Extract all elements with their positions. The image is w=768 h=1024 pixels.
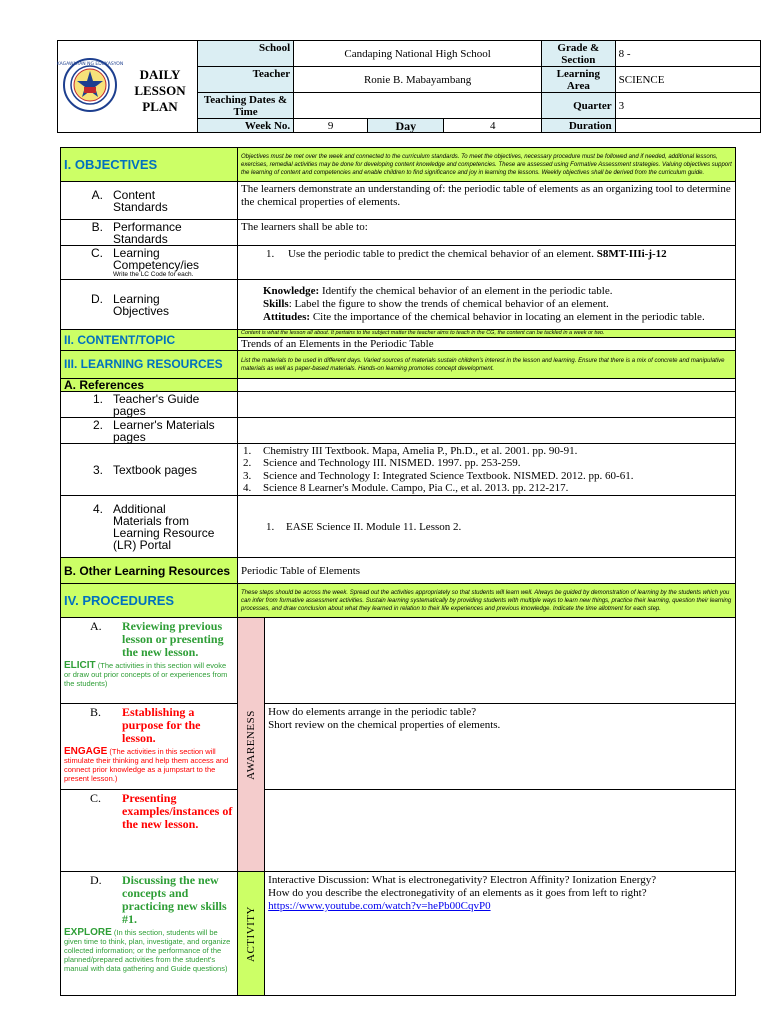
duration-label: Duration <box>542 119 616 133</box>
references-value <box>238 379 736 392</box>
activity-label: ACTIVITY <box>245 905 258 962</box>
logo-text: KAGAWARAN NG EDUKASYON <box>56 62 124 67</box>
content-heading: II. CONTENT/TOPIC <box>61 330 238 351</box>
dates-label: Teaching Dates & Time <box>198 93 294 119</box>
list-item: 3. Science and Technology I: Integrated Science Textbook. NISMED. 2012. pp. 60-61. <box>243 469 634 482</box>
day-value: 4 <box>444 119 542 133</box>
competency-value: 1. Use the periodic table to predict the chemical behavior of an element. S8MT-IIIi-j-12 <box>238 246 736 280</box>
procedure-a-value <box>265 618 736 704</box>
deped-seal-icon <box>56 57 124 113</box>
procedure-c: C. Presenting examples/instances of the new lesson. <box>61 790 238 872</box>
competency-label: C. Learning Competency/ies Write the LC Code for each. <box>61 246 238 280</box>
school-value: Candaping National High School <box>294 41 542 67</box>
procedure-d-value: Interactive Discussion: What is electronegativity? Electron Affinity? Ionization Energy? How do you describe the electronegativity of an elements as it goes from left to right? https://www.youtube.com/watch?v=hePb00CqvP0 <box>265 872 736 996</box>
list-item: 2. Science and Technology III. NISMED. 1997. pp. 253-259. <box>243 457 521 469</box>
content-note: Content is what the lesson all about. It pertains to the subject matter the teacher aims to teach in the CG, the content can be tackled in a week or two. <box>238 330 736 338</box>
resources-note: List the materials to be used in different days. Varied sources of materials sustain children's interest in the lesson and learning. Ensure that there is a mix of concrete and manipulative materials as well as paper-based materials. Hands-on learning promotes concept development. <box>238 351 736 379</box>
teachers-guide-label: 1. Teacher's Guide pages <box>61 392 238 418</box>
procedure-a: A. Reviewing previous lesson or presenting the new lesson. ELICIT (The activities in this section will evoke or draw out prior concepts of or experiences from the students) <box>61 618 238 704</box>
list-item: 4. Science 8 Learner's Module. Campo, Pia C., et al. 2013. pp. 212-217. <box>243 482 569 494</box>
procedure-d: D. Discussing the new concepts and practicing new skills #1. EXPLORE (In this section, students will be given time to think, plan, investigate, and organize collected information; or the performance of the planned/prepared activities from the student's manual with data gathering and Guide questions) <box>61 872 238 996</box>
performance-standards-label: B. Performance Standards <box>61 220 238 246</box>
awareness-column <box>238 618 265 872</box>
content-value: Trends of an Elements in the Periodic Table <box>238 338 736 351</box>
textbook-label: 3. Textbook pages <box>61 444 238 496</box>
area-label: Learning Area <box>542 67 616 93</box>
page-title: DAILY LESSON PLAN <box>134 67 186 114</box>
area-value: SCIENCE <box>615 67 760 93</box>
additional-materials-value: 1. EASE Science II. Module 11. Lesson 2. <box>238 496 736 558</box>
teacher-label: Teacher <box>198 67 294 93</box>
week-value: 9 <box>294 119 368 133</box>
dates-value <box>294 93 542 119</box>
objectives-note: Objectives must be met over the week and connected to the curriculum standards. To meet the objectives, necessary procedure must be followed and if needed, additional lessons, exercises, remedial activities may be done for developing content knowledge and competencies. These are assessed using Formative Assessment strategies. Valuing objectives support the learning of content and competencies and enable children to find significance and joy in learning the lessons. Weekly objectives shall be derived from the curriculum guide. <box>238 148 736 182</box>
week-label: Week No. <box>198 119 294 133</box>
content-standards-label: A. Content Standards <box>61 182 238 220</box>
resources-heading: III. LEARNING RESOURCES <box>61 351 238 379</box>
lesson-table <box>60 147 736 996</box>
teacher-value: Ronie B. Mabayambang <box>294 67 542 93</box>
quarter-label: Quarter <box>542 93 616 119</box>
performance-standards-value: The learners shall be able to: <box>238 220 736 246</box>
day-label: Day <box>368 119 444 133</box>
content-standards-value: The learners demonstrate an understanding of: the periodic table of elements as an organizing tool to determine the chemical properties of elements. <box>238 182 736 220</box>
teachers-guide-value <box>238 392 736 418</box>
other-resources-heading: B. Other Learning Resources <box>61 558 238 584</box>
awareness-label: AWARENESS <box>245 709 258 780</box>
learning-objectives-value: Knowledge: Identify the chemical behavior of an element in the periodic table. Skills: Label the figure to show the trends of chemical behavior of an element. Attitudes: Cite the importance of the chemical behavior in locating an element in the periodic table. <box>238 280 736 330</box>
grade-label: Grade & Section <box>542 41 616 67</box>
other-resources-value: Periodic Table of Elements <box>238 558 736 584</box>
header-block <box>57 40 761 133</box>
learning-objectives-label: D. Learning Objectives <box>61 280 238 330</box>
learners-materials-value <box>238 418 736 444</box>
activity-column <box>238 872 265 996</box>
learners-materials-label: 2. Learner's Materials pages <box>61 418 238 444</box>
objectives-heading: I. OBJECTIVES <box>61 148 238 182</box>
procedure-c-value <box>265 790 736 872</box>
grade-value: 8 - <box>615 41 760 67</box>
logo-cell <box>57 40 198 133</box>
procedure-b-value: How do elements arrange in the periodic table? Short review on the chemical properties of elements. <box>265 704 736 790</box>
procedures-heading: IV. PROCEDURES <box>61 584 238 618</box>
quarter-value: 3 <box>615 93 760 119</box>
duration-value <box>615 119 760 133</box>
textbook-list <box>238 444 736 496</box>
list-item: 1. Chemistry III Textbook. Mapa, Amelia P., Ph.D., et al. 2001. pp. 90-91. <box>243 444 578 457</box>
additional-materials-label: 4. Additional Materials from Learning Resource (LR) Portal <box>61 496 238 558</box>
school-label: School <box>198 41 294 67</box>
procedure-b: B. Establishing a purpose for the lesson. ENGAGE (The activities in this section will stimulate their thinking and help them access and connect prior knowledge as a jumpstart to the present lesson.) <box>61 704 238 790</box>
video-link[interactable]: https://www.youtube.com/watch?v=hePb00CqvP0 <box>268 900 491 912</box>
references-heading: A. References <box>61 379 238 392</box>
procedures-note: These steps should be across the week. Spread out the activities appropriately so that students will learn well. Always be guided by demonstration of learning by the students which you can infer from formative assessment activities. Sustain learning systematically by providing students with multiple ways to learn new things, practice their learning, question their learning processes, and draw conclusion about what they learned in relation to their life experiences and previous knowledge. Indicate the time allotment for each step. <box>238 584 736 618</box>
header-table <box>197 40 761 133</box>
